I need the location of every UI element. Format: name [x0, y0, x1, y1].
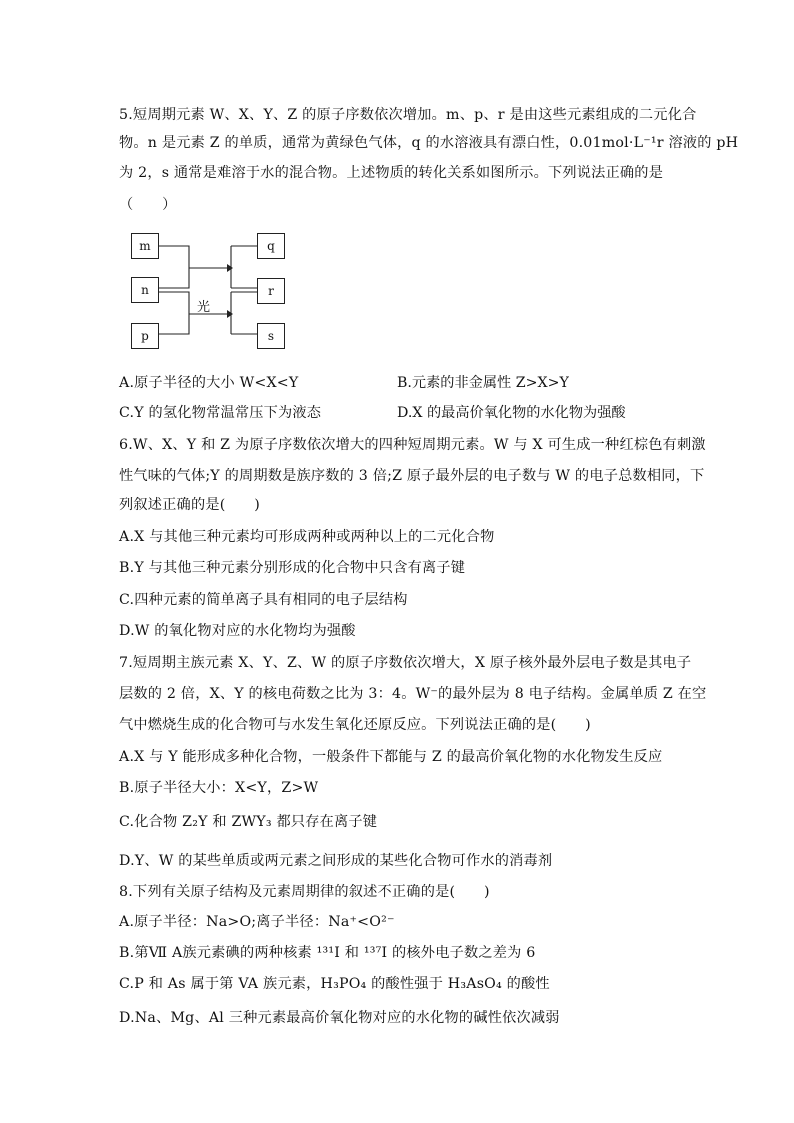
q8-option-a: A.原子半径：Na>O;离子半径：Na⁺<O²⁻ [119, 914, 395, 930]
q7-option-c: C.化合物 Z₂Y 和 ZWY₃ 都只存在离子键 [119, 814, 378, 830]
q7-stem-line-1: 7.短周期主族元素 X、Y、Z、W 的原子序数依次增大，X 原子核外最外层电子数是其电子 [119, 655, 692, 671]
q5-option-b: B.元素的非金属性 Z>X>Y [397, 375, 569, 391]
q7-option-d: D.Y、W 的某些单质或两元素之间形成的某些化合物可作水的消毒剂 [119, 853, 553, 869]
q5-option-a: A.原子半径的大小 W<X<Y [119, 375, 299, 391]
q7-stem-line-3: 气中燃烧生成的化合物可与水发生氧化还原反应。下列说法正确的是( ) [119, 717, 591, 733]
q7-option-a: A.X 与 Y 能形成多种化合物，一般条件下都能与 Z 的最高价氧化物的水化物发生反应 [119, 749, 663, 765]
box-p: p [131, 323, 159, 349]
q6-option-d: D.W 的氧化物对应的水化物均为强酸 [119, 623, 356, 639]
q6-stem-line-2: 性气味的气体;Y 的周期数是族序数的 3 倍;Z 原子最外层的电子数与 W 的电子总数相同，下 [119, 468, 705, 484]
q6-stem-line-1: 6.W、X、Y 和 Z 为原子序数依次增大的四种短周期元素。W 与 X 可生成一种红棕色有刺激 [119, 437, 706, 453]
q5-stem-line-2: 物。n 是元素 Z 的单质，通常为黄绿色气体，q 的水溶液具有漂白性，0.01mol·L⁻¹r 溶液的 pH [119, 135, 739, 151]
q7-option-b: B.原子半径大小：X<Y，Z>W [119, 780, 319, 796]
q8-option-d: D.Na、Mg、Al 三种元素最高价氧化物对应的水化物的碱性依次减弱 [119, 1010, 560, 1026]
q6-stem-line-3: 列叙述正确的是( ) [119, 497, 260, 513]
q5-option-d: D.X 的最高价氧化物的水化物为强酸 [397, 405, 626, 421]
box-r: r [257, 278, 285, 304]
q5-reaction-diagram [127, 228, 297, 354]
q6-option-b: B.Y 与其他三种元素分别形成的化合物中只含有离子键 [119, 560, 466, 576]
q8-option-c: C.P 和 As 属于第 VA 族元素，H₃PO₄ 的酸性强于 H₃AsO₄ 的酸性 [119, 976, 550, 992]
q8-option-b: B.第Ⅶ A族元素碘的两种核素 ¹³¹I 和 ¹³⁷I 的核外电子数之差为 6 [119, 945, 536, 961]
q6-option-c: C.四种元素的简单离子具有相同的电子层结构 [119, 592, 408, 608]
q8-stem: 8.下列有关原子结构及元素周期律的叙述不正确的是( ) [119, 884, 490, 900]
q5-answer-bracket: （ ） [119, 197, 177, 213]
box-s: s [257, 323, 285, 349]
reaction-condition-label: 光 [197, 300, 211, 315]
q6-option-a: A.X 与其他三种元素均可形成两种或两种以上的二元化合物 [119, 529, 495, 545]
q7-stem-line-2: 层数的 2 倍，X、Y 的核电荷数之比为 3：4。W⁻的最外层为 8 电子结构。金属单质 Z 在空 [119, 686, 707, 702]
q5-stem-line-3: 为 2，s 通常是难溶于水的混合物。上述物质的转化关系如图所示。下列说法正确的是 [119, 165, 664, 181]
box-m: m [131, 233, 159, 259]
q5-stem-line-1: 5.短周期元素 W、X、Y、Z 的原子序数依次增加。m、p、r 是由这些元素组成的二元化合 [119, 107, 697, 123]
box-n: n [131, 277, 159, 303]
box-q: q [257, 233, 285, 259]
q5-option-c: C.Y 的氢化物常温常压下为液态 [119, 405, 322, 421]
